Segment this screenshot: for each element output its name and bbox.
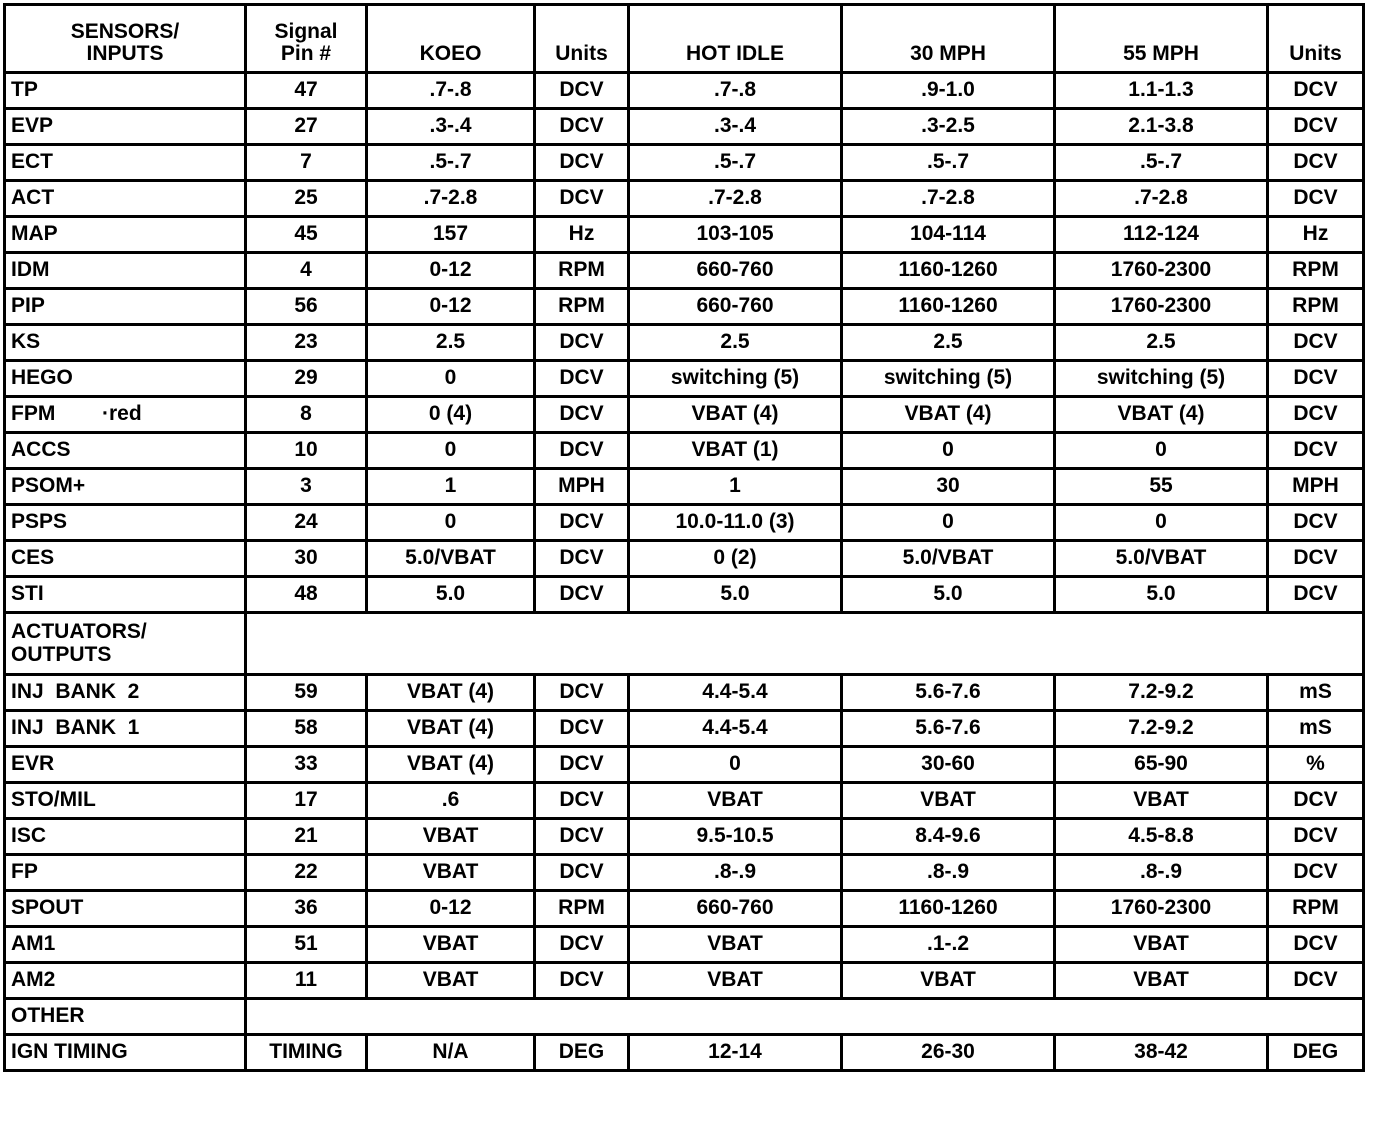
cell-units-2: RPM bbox=[1268, 891, 1364, 927]
cell-koeo: VBAT bbox=[367, 819, 535, 855]
cell-units: DCV bbox=[535, 505, 629, 541]
cell-koeo: 157 bbox=[367, 217, 535, 253]
cell-koeo: 0-12 bbox=[367, 891, 535, 927]
other-heading: OTHER bbox=[5, 999, 246, 1035]
cell-30-mph: .1-.2 bbox=[842, 927, 1055, 963]
cell-units-2: DCV bbox=[1268, 855, 1364, 891]
table-row bbox=[5, 711, 1364, 747]
cell-30-mph: 1160-1260 bbox=[842, 891, 1055, 927]
cell-55-mph: 0 bbox=[1055, 433, 1268, 469]
table-row bbox=[5, 397, 1364, 433]
cell-name: KS bbox=[5, 325, 246, 361]
cell-30-mph: 5.6-7.6 bbox=[842, 711, 1055, 747]
cell-30-mph: 0 bbox=[842, 433, 1055, 469]
cell-units: DCV bbox=[535, 541, 629, 577]
cell-pin: 51 bbox=[246, 927, 367, 963]
cell-units: DEG bbox=[535, 1035, 629, 1071]
cell-name: STI bbox=[5, 577, 246, 613]
cell-30-mph: 0 bbox=[842, 505, 1055, 541]
cell-koeo: 5.0 bbox=[367, 577, 535, 613]
cell-30-mph: .9-1.0 bbox=[842, 73, 1055, 109]
cell-pin: 45 bbox=[246, 217, 367, 253]
cell-units: DCV bbox=[535, 963, 629, 999]
cell-units-2: DCV bbox=[1268, 783, 1364, 819]
cell-pin: 48 bbox=[246, 577, 367, 613]
cell-units: DCV bbox=[535, 181, 629, 217]
cell-55-mph: 112-124 bbox=[1055, 217, 1268, 253]
blank-span bbox=[246, 999, 1364, 1035]
cell-units-2: mS bbox=[1268, 675, 1364, 711]
cell-hot-idle: .5-.7 bbox=[629, 145, 842, 181]
cell-30-mph: 30-60 bbox=[842, 747, 1055, 783]
cell-koeo: VBAT (4) bbox=[367, 747, 535, 783]
cell-30-mph: VBAT bbox=[842, 963, 1055, 999]
cell-koeo: VBAT (4) bbox=[367, 675, 535, 711]
table-row bbox=[5, 217, 1364, 253]
cell-pin: 25 bbox=[246, 181, 367, 217]
cell-units: DCV bbox=[535, 711, 629, 747]
diagnostic-values-table bbox=[3, 3, 1365, 1072]
cell-55-mph: 0 bbox=[1055, 505, 1268, 541]
cell-units-2: DCV bbox=[1268, 397, 1364, 433]
cell-pin: 56 bbox=[246, 289, 367, 325]
cell-name: EVP bbox=[5, 109, 246, 145]
table-row bbox=[5, 109, 1364, 145]
table-row bbox=[5, 73, 1364, 109]
cell-units-2: % bbox=[1268, 747, 1364, 783]
cell-55-mph: 1760-2300 bbox=[1055, 891, 1268, 927]
cell-hot-idle: 103-105 bbox=[629, 217, 842, 253]
cell-units-2: DCV bbox=[1268, 927, 1364, 963]
cell-pin: 59 bbox=[246, 675, 367, 711]
cell-hot-idle: VBAT (1) bbox=[629, 433, 842, 469]
cell-koeo: N/A bbox=[367, 1035, 535, 1071]
cell-name: ISC bbox=[5, 819, 246, 855]
cell-hot-idle: 10.0-11.0 (3) bbox=[629, 505, 842, 541]
cell-units: DCV bbox=[535, 325, 629, 361]
cell-name: AM1 bbox=[5, 927, 246, 963]
actuators-heading: ACTUATORS/ OUTPUTS bbox=[5, 613, 246, 675]
cell-pin: 33 bbox=[246, 747, 367, 783]
table-row bbox=[5, 469, 1364, 505]
section-heading-row bbox=[5, 613, 1364, 675]
cell-koeo: 0 bbox=[367, 433, 535, 469]
header-hot-idle: HOT IDLE bbox=[629, 5, 842, 73]
sensors-section bbox=[5, 73, 1364, 613]
cell-name: FP bbox=[5, 855, 246, 891]
actuators-heading-section bbox=[5, 613, 1364, 675]
cell-name: PIP bbox=[5, 289, 246, 325]
cell-pin: 22 bbox=[246, 855, 367, 891]
actuators-section bbox=[5, 675, 1364, 999]
cell-units-2: RPM bbox=[1268, 289, 1364, 325]
cell-pin: 27 bbox=[246, 109, 367, 145]
cell-30-mph: 104-114 bbox=[842, 217, 1055, 253]
cell-koeo: VBAT (4) bbox=[367, 711, 535, 747]
cell-pin: 21 bbox=[246, 819, 367, 855]
header-sensors: SENSORS/ INPUTS bbox=[5, 5, 246, 73]
cell-units: DCV bbox=[535, 577, 629, 613]
cell-pin: 30 bbox=[246, 541, 367, 577]
header-koeo: KOEO bbox=[367, 5, 535, 73]
header-signal-pin: Signal Pin # bbox=[246, 5, 367, 73]
cell-30-mph: .5-.7 bbox=[842, 145, 1055, 181]
cell-units-2: DCV bbox=[1268, 577, 1364, 613]
cell-55-mph: .5-.7 bbox=[1055, 145, 1268, 181]
cell-pin: 7 bbox=[246, 145, 367, 181]
cell-koeo: 0 bbox=[367, 505, 535, 541]
cell-55-mph: 2.1-3.8 bbox=[1055, 109, 1268, 145]
cell-koeo: 2.5 bbox=[367, 325, 535, 361]
table-row bbox=[5, 253, 1364, 289]
cell-name: ACT bbox=[5, 181, 246, 217]
cell-30-mph: 1160-1260 bbox=[842, 289, 1055, 325]
cell-55-mph: 7.2-9.2 bbox=[1055, 711, 1268, 747]
cell-koeo: 0-12 bbox=[367, 253, 535, 289]
cell-pin: 4 bbox=[246, 253, 367, 289]
table-row bbox=[5, 361, 1364, 397]
cell-pin: 17 bbox=[246, 783, 367, 819]
cell-koeo: VBAT bbox=[367, 855, 535, 891]
cell-55-mph: .7-2.8 bbox=[1055, 181, 1268, 217]
cell-hot-idle: switching (5) bbox=[629, 361, 842, 397]
cell-name: INJ BANK 1 bbox=[5, 711, 246, 747]
cell-koeo: 0 (4) bbox=[367, 397, 535, 433]
cell-koeo: 5.0/VBAT bbox=[367, 541, 535, 577]
cell-30-mph: 5.6-7.6 bbox=[842, 675, 1055, 711]
cell-koeo: VBAT bbox=[367, 927, 535, 963]
cell-pin: TIMING bbox=[246, 1035, 367, 1071]
cell-units-2: MPH bbox=[1268, 469, 1364, 505]
cell-hot-idle: 0 (2) bbox=[629, 541, 842, 577]
cell-koeo: 0-12 bbox=[367, 289, 535, 325]
cell-pin: 3 bbox=[246, 469, 367, 505]
cell-name: AM2 bbox=[5, 963, 246, 999]
cell-hot-idle: 660-760 bbox=[629, 289, 842, 325]
cell-pin: 47 bbox=[246, 73, 367, 109]
header-units: Units bbox=[535, 5, 629, 73]
cell-units-2: DCV bbox=[1268, 73, 1364, 109]
cell-30-mph: 2.5 bbox=[842, 325, 1055, 361]
cell-name: MAP bbox=[5, 217, 246, 253]
other-heading-section bbox=[5, 999, 1364, 1035]
cell-name: FPM ·red bbox=[5, 397, 246, 433]
cell-55-mph: 65-90 bbox=[1055, 747, 1268, 783]
blank-span bbox=[246, 613, 1364, 675]
cell-55-mph: 2.5 bbox=[1055, 325, 1268, 361]
cell-30-mph: 5.0/VBAT bbox=[842, 541, 1055, 577]
cell-name: IGN TIMING bbox=[5, 1035, 246, 1071]
cell-units: DCV bbox=[535, 855, 629, 891]
cell-pin: 11 bbox=[246, 963, 367, 999]
cell-units-2: DCV bbox=[1268, 505, 1364, 541]
cell-hot-idle: 12-14 bbox=[629, 1035, 842, 1071]
cell-units: DCV bbox=[535, 433, 629, 469]
cell-hot-idle: 2.5 bbox=[629, 325, 842, 361]
cell-30-mph: 8.4-9.6 bbox=[842, 819, 1055, 855]
cell-units: DCV bbox=[535, 783, 629, 819]
table-row bbox=[5, 855, 1364, 891]
cell-hot-idle: .8-.9 bbox=[629, 855, 842, 891]
cell-units: MPH bbox=[535, 469, 629, 505]
table-row bbox=[5, 747, 1364, 783]
cell-units-2: DCV bbox=[1268, 541, 1364, 577]
cell-55-mph: 38-42 bbox=[1055, 1035, 1268, 1071]
cell-55-mph: 1.1-1.3 bbox=[1055, 73, 1268, 109]
cell-units-2: DEG bbox=[1268, 1035, 1364, 1071]
cell-30-mph: VBAT (4) bbox=[842, 397, 1055, 433]
cell-55-mph: 1760-2300 bbox=[1055, 289, 1268, 325]
cell-koeo: 1 bbox=[367, 469, 535, 505]
cell-name: ECT bbox=[5, 145, 246, 181]
table-row bbox=[5, 541, 1364, 577]
cell-55-mph: 4.5-8.8 bbox=[1055, 819, 1268, 855]
cell-hot-idle: VBAT bbox=[629, 783, 842, 819]
cell-units-2: DCV bbox=[1268, 963, 1364, 999]
table-row bbox=[5, 891, 1364, 927]
cell-units-2: DCV bbox=[1268, 145, 1364, 181]
cell-55-mph: .8-.9 bbox=[1055, 855, 1268, 891]
cell-units-2: DCV bbox=[1268, 325, 1364, 361]
table-row bbox=[5, 433, 1364, 469]
cell-units-2: DCV bbox=[1268, 109, 1364, 145]
cell-units-2: Hz bbox=[1268, 217, 1364, 253]
cell-pin: 58 bbox=[246, 711, 367, 747]
table-row bbox=[5, 145, 1364, 181]
cell-hot-idle: .3-.4 bbox=[629, 109, 842, 145]
table-row bbox=[5, 963, 1364, 999]
table-row bbox=[5, 675, 1364, 711]
table-row bbox=[5, 819, 1364, 855]
cell-hot-idle: 4.4-5.4 bbox=[629, 675, 842, 711]
cell-30-mph: VBAT bbox=[842, 783, 1055, 819]
cell-hot-idle: 4.4-5.4 bbox=[629, 711, 842, 747]
cell-name: PSOM+ bbox=[5, 469, 246, 505]
cell-hot-idle: .7-.8 bbox=[629, 73, 842, 109]
cell-hot-idle: VBAT bbox=[629, 927, 842, 963]
cell-units: RPM bbox=[535, 891, 629, 927]
cell-units: RPM bbox=[535, 253, 629, 289]
table-row bbox=[5, 577, 1364, 613]
table-row bbox=[5, 783, 1364, 819]
table-row bbox=[5, 1035, 1364, 1071]
cell-units: DCV bbox=[535, 109, 629, 145]
header-55-mph: 55 MPH bbox=[1055, 5, 1268, 73]
cell-name: SPOUT bbox=[5, 891, 246, 927]
cell-hot-idle: 1 bbox=[629, 469, 842, 505]
cell-30-mph: .8-.9 bbox=[842, 855, 1055, 891]
cell-koeo: .3-.4 bbox=[367, 109, 535, 145]
cell-pin: 24 bbox=[246, 505, 367, 541]
cell-name: PSPS bbox=[5, 505, 246, 541]
cell-units: DCV bbox=[535, 361, 629, 397]
cell-name: INJ BANK 2 bbox=[5, 675, 246, 711]
cell-koeo: VBAT bbox=[367, 963, 535, 999]
cell-pin: 10 bbox=[246, 433, 367, 469]
cell-pin: 8 bbox=[246, 397, 367, 433]
cell-30-mph: .3-2.5 bbox=[842, 109, 1055, 145]
table-row bbox=[5, 289, 1364, 325]
cell-units: DCV bbox=[535, 747, 629, 783]
cell-koeo: .7-.8 bbox=[367, 73, 535, 109]
cell-name: TP bbox=[5, 73, 246, 109]
cell-units: DCV bbox=[535, 145, 629, 181]
table-row bbox=[5, 927, 1364, 963]
cell-30-mph: .7-2.8 bbox=[842, 181, 1055, 217]
cell-units-2: DCV bbox=[1268, 433, 1364, 469]
table-row bbox=[5, 181, 1364, 217]
section-heading-row bbox=[5, 999, 1364, 1035]
cell-units: DCV bbox=[535, 73, 629, 109]
cell-koeo: 0 bbox=[367, 361, 535, 397]
table-row bbox=[5, 505, 1364, 541]
cell-units: DCV bbox=[535, 819, 629, 855]
cell-55-mph: 5.0 bbox=[1055, 577, 1268, 613]
cell-hot-idle: 660-760 bbox=[629, 891, 842, 927]
cell-55-mph: VBAT bbox=[1055, 783, 1268, 819]
cell-units-2: mS bbox=[1268, 711, 1364, 747]
cell-hot-idle: VBAT (4) bbox=[629, 397, 842, 433]
cell-units-2: DCV bbox=[1268, 361, 1364, 397]
cell-units: Hz bbox=[535, 217, 629, 253]
cell-hot-idle: 0 bbox=[629, 747, 842, 783]
cell-pin: 23 bbox=[246, 325, 367, 361]
cell-units-2: RPM bbox=[1268, 253, 1364, 289]
cell-55-mph: 55 bbox=[1055, 469, 1268, 505]
cell-units: DCV bbox=[535, 927, 629, 963]
cell-55-mph: 5.0/VBAT bbox=[1055, 541, 1268, 577]
cell-55-mph: switching (5) bbox=[1055, 361, 1268, 397]
header-30-mph: 30 MPH bbox=[842, 5, 1055, 73]
cell-hot-idle: .7-2.8 bbox=[629, 181, 842, 217]
cell-55-mph: VBAT (4) bbox=[1055, 397, 1268, 433]
cell-name: IDM bbox=[5, 253, 246, 289]
cell-units: DCV bbox=[535, 397, 629, 433]
cell-hot-idle: VBAT bbox=[629, 963, 842, 999]
other-section bbox=[5, 1035, 1364, 1071]
cell-30-mph: 5.0 bbox=[842, 577, 1055, 613]
cell-55-mph: VBAT bbox=[1055, 927, 1268, 963]
cell-koeo: .6 bbox=[367, 783, 535, 819]
table-row bbox=[5, 325, 1364, 361]
cell-name: HEGO bbox=[5, 361, 246, 397]
cell-30-mph: 26-30 bbox=[842, 1035, 1055, 1071]
cell-30-mph: switching (5) bbox=[842, 361, 1055, 397]
cell-name: EVR bbox=[5, 747, 246, 783]
cell-pin: 36 bbox=[246, 891, 367, 927]
cell-30-mph: 30 bbox=[842, 469, 1055, 505]
cell-name: ACCS bbox=[5, 433, 246, 469]
header-row bbox=[5, 5, 1364, 73]
cell-55-mph: 1760-2300 bbox=[1055, 253, 1268, 289]
cell-units: RPM bbox=[535, 289, 629, 325]
cell-name: STO/MIL bbox=[5, 783, 246, 819]
cell-55-mph: 7.2-9.2 bbox=[1055, 675, 1268, 711]
cell-hot-idle: 660-760 bbox=[629, 253, 842, 289]
cell-55-mph: VBAT bbox=[1055, 963, 1268, 999]
cell-koeo: .7-2.8 bbox=[367, 181, 535, 217]
cell-hot-idle: 9.5-10.5 bbox=[629, 819, 842, 855]
cell-koeo: .5-.7 bbox=[367, 145, 535, 181]
cell-pin: 29 bbox=[246, 361, 367, 397]
header-units-2: Units bbox=[1268, 5, 1364, 73]
cell-units-2: DCV bbox=[1268, 819, 1364, 855]
cell-30-mph: 1160-1260 bbox=[842, 253, 1055, 289]
cell-hot-idle: 5.0 bbox=[629, 577, 842, 613]
cell-units: DCV bbox=[535, 675, 629, 711]
cell-name: CES bbox=[5, 541, 246, 577]
cell-units-2: DCV bbox=[1268, 181, 1364, 217]
